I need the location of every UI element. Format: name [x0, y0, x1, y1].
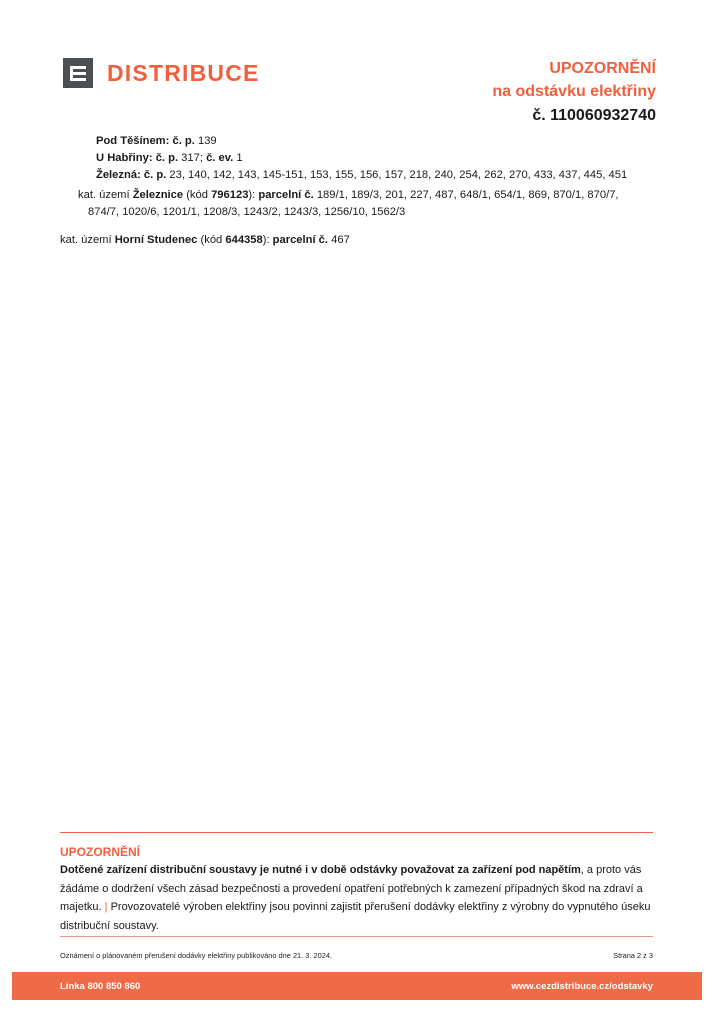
website-link[interactable]: www.cezdistribuce.cz/odstavky [511, 981, 653, 992]
cez-logo-icon [63, 58, 93, 88]
notice-number: č. 110060932740 [532, 107, 656, 124]
cadastral-zeleznice: kat. území Železnice (kód 796123): parcelní č. 189/1, 189/3, 201, 227, 487, 648/1, 654/1, 869, 870/1, 870/7, 874/7, 1020/6, 1201/1, 1208/3, 1243/2, 1243/3, 1256/10, 1562/3 [78, 189, 619, 218]
warning-title: UPOZORNĚNÍ [60, 845, 141, 859]
cez-logo [63, 58, 260, 88]
address-row: Železná: č. p. 23, 140, 142, 143, 145-151, 153, 155, 156, 157, 218, 240, 254, 262, 270, 433, 437, 445, 451 [96, 169, 628, 181]
logo-text: DISTRIBUCE [107, 59, 260, 86]
notice-heading [492, 58, 656, 128]
publication-note: Oznámení o plánovaném přerušení dodávky elektřiny publikováno dne 21. 3. 2024. [60, 951, 332, 960]
notice-title: UPOZORNĚNÍ [549, 60, 656, 77]
warning-text: Dotčené zařízení distribuční soustavy je nutné i v době odstávky považovat za zařízení pod napětím, a proto vás žádáme o dodržení všech zásad bezpečnosti a provedení opatření potřebných k zamezení případných škod na zdraví a majetku. | Provozovatelé výroben elektřiny jsou povinni zajistit přerušení dodávky elektřiny z výrobny do vypnutého úseku distribuční soustavy. [60, 864, 651, 932]
address-row: Pod Těšínem: č. p. 139 [96, 135, 217, 147]
address-row: U Habřiny: č. p. 317; č. ev. 1 [96, 152, 243, 164]
address-list [96, 133, 627, 184]
divider-top [60, 832, 653, 833]
footer-bar [12, 972, 702, 1000]
page-number: Strana 2 z 3 [613, 951, 653, 960]
hotline-text: Linka 800 850 860 [60, 981, 141, 992]
divider-bottom [60, 936, 653, 937]
cadastral-horni-studenec: kat. území Horní Studenec (kód 644358): parcelní č. 467 [60, 234, 350, 246]
notice-subtitle: na odstávku elektřiny [492, 83, 656, 100]
